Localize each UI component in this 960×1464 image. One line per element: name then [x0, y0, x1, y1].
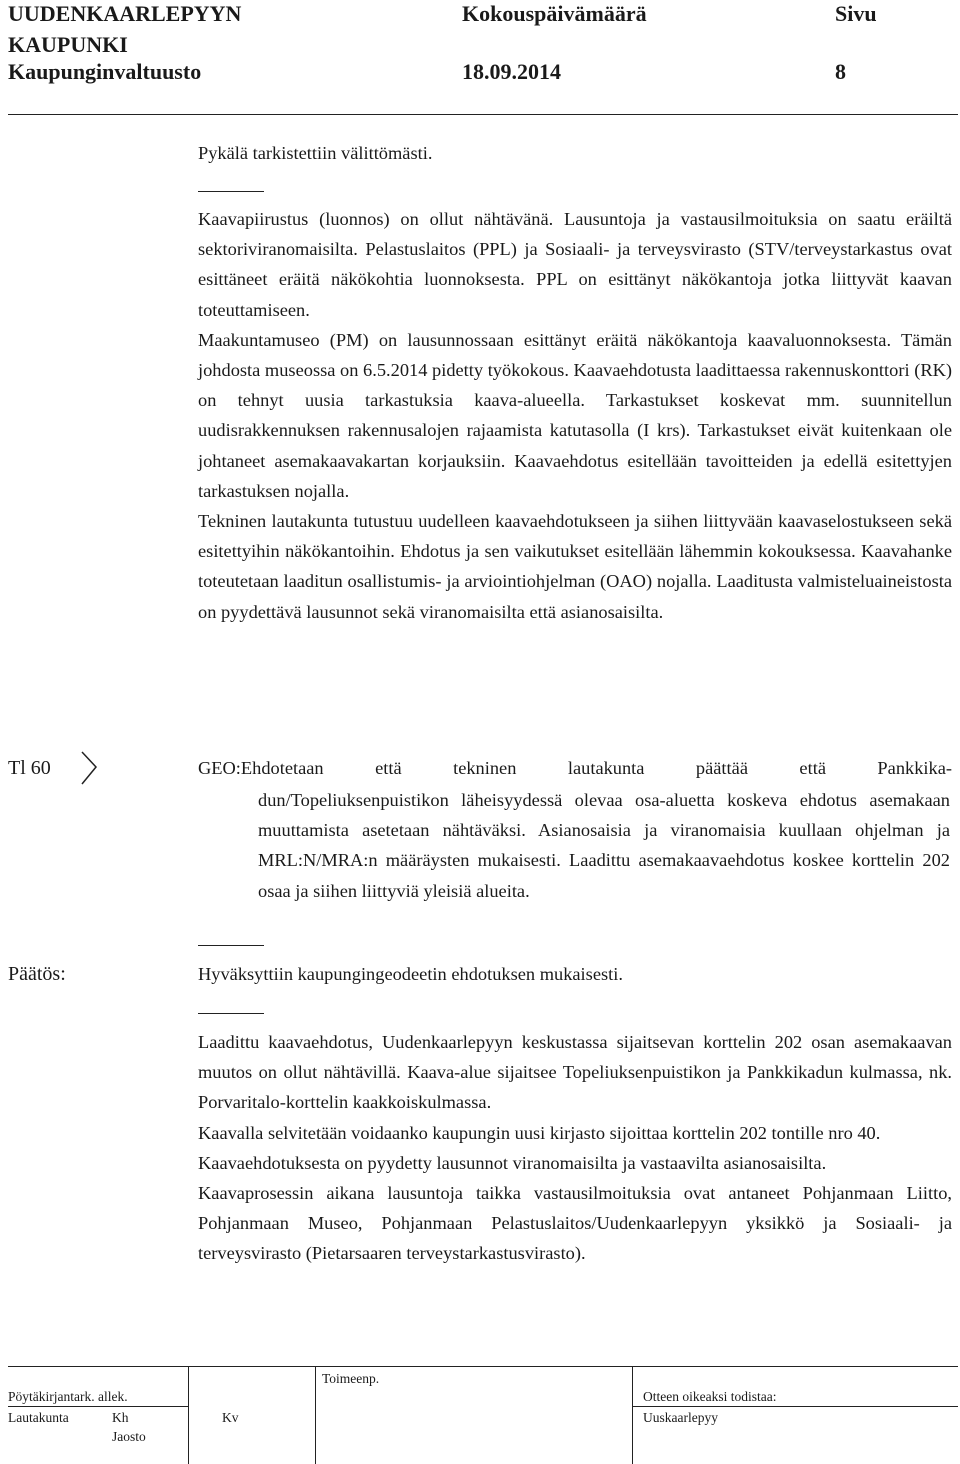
footer-divider	[315, 1366, 316, 1464]
checked-text: Pykälä tarkistettiin välittömästi.	[198, 143, 433, 163]
checked-line	[198, 138, 952, 168]
decision-label: Päätös:	[8, 963, 66, 985]
footer-rule	[8, 1366, 958, 1367]
proposal-text: dun/Topeliuksenpuistikon läheisyydessä olevaa osa-aluetta koskeva ehdotus asemakaan muuttamista asetetaan nähtäväksi. Asianosaisia ja viranomaisia kuullaan ohjelman ja MRL:N/MRA:n määräysten mukaisesti. Laadittu asemakaavaehdotus koskee korttelin 202 osaa ja siihen liittyviä yleisiä alueita.	[258, 790, 950, 901]
decision-text: Hyväksyttiin kaupungingeodeetin ehdotuksen mukaisesti.	[198, 964, 623, 984]
footer-place: Uuskaarlepyy	[643, 1410, 718, 1425]
council-body	[198, 1027, 952, 1269]
council-paragraph: Laadittu kaavaehdotus, Uudenkaarlepyyn keskustassa sijaitsevan korttelin 202 osan asemakaavan muutos on ollut nähtävillä. Kaava-alue sijaitsee Topeliuksenpuistikon ja Pankkikadun kulmassa, nk. Porvaritalo-korttelin kaakkoiskulmassa.	[198, 1032, 952, 1113]
org-name-line1: UUDENKAARLEPYYN	[8, 1, 242, 26]
proposal-lead	[198, 753, 952, 783]
footer-kv: Kv	[222, 1410, 239, 1425]
council-paragraph: Kaavaprosessin aikana lausuntoja taikka vastausilmoituksia ovat antaneet Pohjanmaan Liitto, Pohjanmaan Museo, Pohjanmaan Pelastuslaitos/Uudenkaarlepyyn yksikkö ja Sosiaali- ja terveysvirasto (Pietarsaaren terveystarkastusvirasto).	[198, 1183, 952, 1264]
page-number: 8	[835, 59, 846, 84]
proposal-prefix: GEO:	[198, 758, 241, 778]
footer-lautakunta: Lautakunta	[8, 1410, 69, 1425]
footer-sign-line	[632, 1406, 958, 1407]
council-paragraph: Kaavaehdotuksesta on pyydetty lausunnot viranomaisilta ja vastaavilta asianosaisilta.	[198, 1152, 827, 1173]
intro-paragraph: Tekninen lautakunta tutustuu uudelleen kaavaehdotukseen ja siihen liittyvään kaavaselostukseen sekä esitettyihin näkökantoihin. Ehdotus ja sen vaikutukset esitellään lähemmin kokouksessa. Kaavahanke toteutetaan laaditun osallistumis- ja arviointiohjelman (OAO) nojalla. Laaditusta valmisteluaineistosta on pyydettävä lausunnot sekä viranomaisilta että asianosaisilta.	[198, 511, 952, 622]
footer-divider	[188, 1366, 189, 1464]
header-rule	[8, 114, 958, 115]
body-name: Kaupunginvaltuusto	[8, 59, 202, 84]
footer-jaosto: Jaosto	[112, 1429, 146, 1444]
council-paragraph: Kaavalla selvitetään voidaanko kaupungin uusi kirjasto sijoittaa korttelin 202 tontille nro 40.	[198, 1122, 881, 1143]
section-label	[8, 753, 51, 783]
intro-paragraph: Maakuntamuseo (PM) on lausunnossaan esittänyt eräitä näkökantoja kaavaluonnoksesta. Tämän johdosta museossa on 6.5.2014 pidetty työkokous. Kaavaehdotusta laadittaessa rakennuskonttori (RK) on tehnyt uusia tarkastuksia kaava-alueella. Tarkastukset koskevat mm. suunnitellun uudisrakkennuksen rakennusalojen rajaamista katutasolla (I krs). Tarkastukset eivät kuitenkaan ole johtaneet asemakaavakartan korjauksiin. Kaavaehdotus esitellään tavoitteiden ja edellä esitettyjen tarkastuksen nojalla.	[198, 329, 952, 501]
section-number: Tl 60	[8, 757, 51, 779]
separator-dash	[198, 1013, 264, 1014]
org-name-line2: KAUPUNKI	[8, 32, 128, 57]
footer-sign-line	[8, 1406, 188, 1407]
separator-dash	[198, 191, 264, 192]
intro-paragraph: Kaavapiirustus (luonnos) on ollut nähtävänä. Lausuntoja ja vastausilmoituksia on saatu eräiltä sektoriviranomaisilta. Pelastuslaitos (PPL) ja Sosiaali- ja terveysvirasto (STV/terveystarkastus ovat esittäneet eräitä näkökohtia luonnoksesta. PPL on esittänyt näkökantoja jotka liittyvät kaavan toteuttamiseen.	[198, 209, 952, 320]
proposal-first-line: Ehdotetaan että tekninen lautakunta päättää että Pankkika-	[240, 758, 952, 778]
footer-kh: Kh	[112, 1410, 129, 1425]
meeting-date: 18.09.2014	[462, 59, 561, 84]
footer-certified: Otteen oikeaksi todistaa:	[643, 1389, 777, 1404]
footer-divider	[632, 1366, 633, 1464]
section-marker-icon	[80, 750, 100, 792]
decision-body	[198, 959, 952, 989]
date-label: Kokouspäivämäärä	[462, 1, 647, 26]
footer-toimeenp: Toimeenp.	[322, 1371, 380, 1386]
page-label: Sivu	[835, 1, 877, 26]
proposal-body	[258, 785, 950, 906]
intro-body	[198, 204, 952, 627]
footer-minutes-check: Pöytäkirjantark. allek.	[8, 1389, 128, 1404]
separator-dash	[198, 945, 264, 946]
